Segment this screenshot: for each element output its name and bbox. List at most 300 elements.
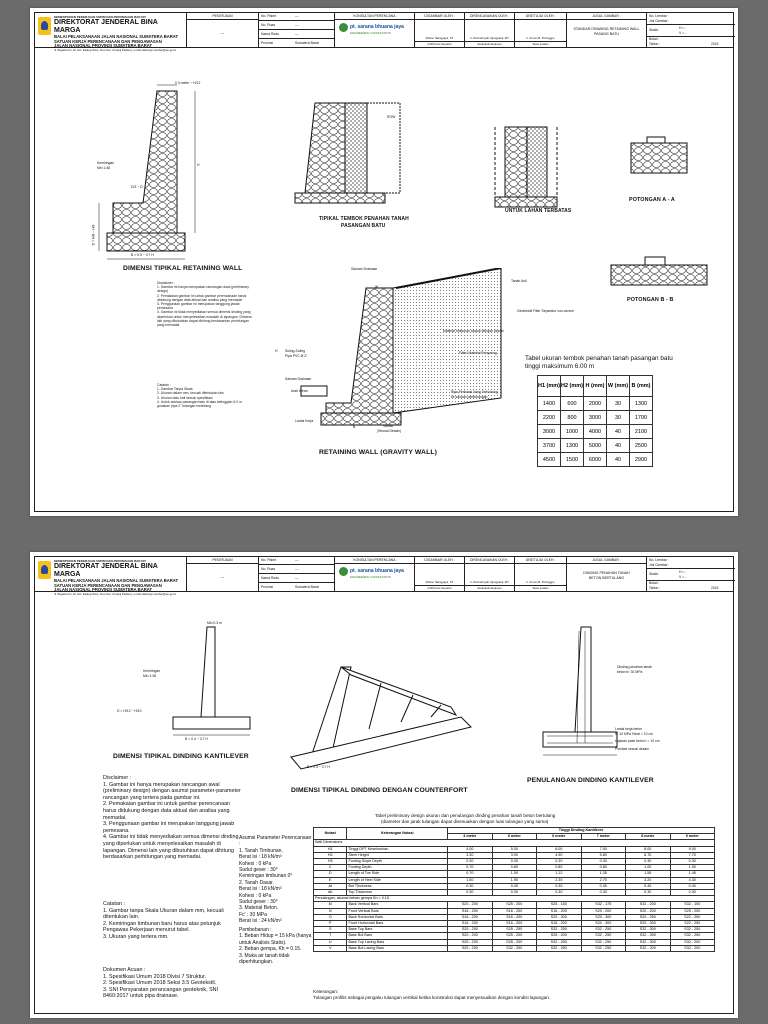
dim-d-label: D = H/8 ~ H/6: [91, 224, 96, 246]
lahan-terbatas-drawing: [455, 117, 575, 212]
direncanakan-role: Geoteknik Engineer: [477, 586, 502, 590]
cell: 5000: [584, 439, 607, 453]
cell: 1500: [561, 453, 584, 467]
cell: 0.70: [448, 871, 492, 877]
table-row: [538, 439, 653, 453]
dim-rows: [314, 846, 715, 896]
cell: Back Horizontal Bars: [347, 914, 448, 920]
cell: H3: [314, 859, 347, 865]
digambar-cell: [415, 13, 465, 47]
cell: Base Bot Lacing Bars: [347, 945, 448, 951]
cell: 0.40: [670, 883, 715, 889]
jml-gambar-label: Jml Gambar :: [649, 19, 670, 23]
cell: S32 - 250: [537, 939, 581, 945]
direncanakan-role: Geoteknik Engineer: [477, 42, 502, 46]
asumsi-line: Sudut geser : 30°: [239, 867, 278, 874]
min-label: Min 0.3 m: [207, 621, 222, 625]
konsultan-cell: [335, 13, 415, 47]
provinsi-value: Sumatera Barat: [295, 41, 319, 45]
konsultan-cell: [335, 557, 415, 591]
asumsi-line: Sudut geser : 30°: [239, 899, 278, 906]
cell: C: [314, 865, 347, 871]
cell: Back Vertical Bars: [347, 902, 448, 908]
cell: N: [314, 908, 347, 914]
cell: S25 - 250: [492, 927, 536, 933]
asumsi-line: Berat isi : 24 kN/m³: [239, 918, 282, 925]
cell: 1300: [630, 397, 653, 411]
table-row: [538, 397, 653, 411]
asumsi-line: Fc' : 30 MPa: [239, 911, 267, 918]
cell: S32 - 250: [670, 933, 715, 939]
cell: S32 - 300: [626, 939, 670, 945]
pembebanan-line: 3. Muka air tanah tidak diperhitungkan.: [239, 952, 290, 966]
dim-slope-value: Min 1:48: [97, 166, 111, 170]
nama-ruas-value: —: [295, 576, 299, 580]
lapisan-label: Lapisan pasir beton t = 10 cm: [615, 739, 660, 743]
cell: 1.12: [537, 871, 581, 877]
cell: 4.90: [537, 852, 581, 858]
disetujui-cell: [515, 557, 567, 591]
table-row: [538, 425, 653, 439]
d-dim-label: D = H/12 ~ H/10: [117, 709, 142, 713]
cell: 40: [607, 439, 630, 453]
counterfort-drawing: [281, 647, 481, 777]
pekerjaan-value: —: [220, 31, 225, 35]
cell: S32 - 250: [581, 939, 625, 945]
skala-h: H = -: [679, 26, 687, 30]
table-row: [314, 921, 715, 927]
cell: S16 - 200: [492, 914, 536, 920]
cell: S16 - 200: [537, 921, 581, 927]
paket-cell: [259, 13, 335, 47]
direncanakan-cell: [465, 557, 515, 591]
judul-line2: PASANG BATU: [593, 32, 620, 36]
cell: 3700: [538, 439, 561, 453]
digambar-role: CAD/Cost Operator: [427, 586, 452, 590]
no-paket-value: —: [295, 14, 299, 18]
cell: 0.30: [626, 859, 670, 865]
cell: S25 - 200: [448, 945, 492, 951]
pekerjaan-label: PEKERJAAN: [212, 558, 233, 562]
cell: 6.70: [626, 852, 670, 858]
cell: S22 - 250: [670, 914, 715, 920]
cell: V: [314, 945, 347, 951]
dokumen-line: 1. Spesifikasi Umum 2018 Divisi 7 Struktur.: [103, 973, 207, 980]
material-label: Material timbunan sesuai dengan desain: [443, 329, 504, 333]
asumsi-line: Berat isi : 18 kN/m³: [239, 854, 282, 861]
disclaimer-block-1: [157, 281, 253, 327]
title-block: [35, 557, 733, 597]
catatan-line: 2. Ukuran dalam mm, kecuali ditentukan lain: [157, 391, 224, 396]
keterangan-block: [313, 989, 550, 1000]
lantai-label-2: fc' 10 MPa Tebal = 10 cm: [615, 732, 653, 736]
table-title-1: Tabel ukuran tembok penahan tanah pasangan batu: [525, 355, 673, 362]
bulan-label: Bulan :: [649, 581, 660, 585]
th-keterangan: Keterangan Notasi: [347, 828, 448, 840]
org-ministry: KEMENTERIAN PEKERJAAN UMUM DAN PERUMAHAN RAKYAT: [54, 15, 147, 19]
cell: S20 - 200: [448, 933, 492, 939]
cell: 3000: [584, 411, 607, 425]
cell: S16 - 200: [537, 908, 581, 914]
disclaimer-line: 4. Gambar ini tidak menyediakan semua dimensi dinding yang diperlukan untuk menyelesaikan masalah di lapangan. Dimensi lain yang dibutuhkan dapat dihitung berdasarkan perhitungan yang memadai: [157, 310, 252, 328]
cell: Top Thickness: [347, 890, 448, 896]
cell: 1700: [630, 411, 653, 425]
cell: S32 - 250: [581, 933, 625, 939]
org-directorate: DIREKTORAT JENDERAL BINA MARGA: [54, 19, 158, 35]
cell: S32 - 200: [670, 945, 715, 951]
cell: 8.00: [626, 846, 670, 852]
potongan-bb-title: POTONGAN B - B: [627, 297, 674, 303]
cell: 0.30: [537, 859, 581, 865]
tanah-asli-label: Tanah Asli: [511, 279, 527, 283]
cell: Front Horizontal Bars: [347, 921, 448, 927]
b-dim-label: B = 0.4 ~ 0.7 H: [185, 737, 208, 741]
konsultan-name: pt. sarana bhuana jaya: [350, 568, 404, 574]
dokumen-title: Dokumen Acuan :: [103, 967, 146, 973]
cell: S20 - 200: [448, 902, 492, 908]
cell: 2.70: [581, 877, 625, 883]
organization-cell: [35, 13, 187, 53]
cell: E: [314, 877, 347, 883]
gravity-wall-title: RETAINING WALL (GRAVITY WALL): [319, 449, 437, 456]
catatan-title: Catatan :: [157, 383, 171, 387]
cell: 2.30: [537, 877, 581, 883]
pembebanan-block: [239, 927, 313, 965]
tipikal-tembok-drawing: [275, 93, 405, 223]
konsultan-label: KONSULTAN PERENCANA: [353, 14, 396, 18]
cell: S16 - 200: [448, 914, 492, 920]
pekerjaan-cell: [187, 13, 259, 47]
direncanakan-label: DIRENCANAKAN OLEH :: [469, 558, 509, 562]
cell: 40: [607, 453, 630, 467]
cell: 0.35: [581, 883, 625, 889]
w-label: W: [375, 285, 379, 289]
disclaimer-line: 3. Penggunaan gambar ini merupakan tanggung jawab pemesana.: [103, 821, 235, 834]
cell: 0.80: [492, 865, 536, 871]
cell: 7.70: [670, 852, 715, 858]
cell: S32 - 200: [626, 945, 670, 951]
cell: 2100: [630, 425, 653, 439]
cell: S20 - 200: [581, 908, 625, 914]
cell: S32 - 250: [537, 927, 581, 933]
th-height: 5 meter: [492, 834, 536, 840]
konsultan-logo: [339, 23, 348, 32]
dinding-label: Dinding penahan tanah: [617, 665, 653, 669]
konsultan-logo: [339, 567, 348, 576]
cell: S20 - 200: [626, 908, 670, 914]
lembar-cell: [647, 557, 735, 591]
cell: 3.30: [448, 852, 492, 858]
cell: 2900: [630, 453, 653, 467]
cell: 7.00: [581, 846, 625, 852]
table-row: [538, 411, 653, 425]
disetujui-name: Ir. Armen B. Puhnggpo: [526, 580, 555, 584]
asumsi-line: Kohesi : 0 kPa: [239, 860, 272, 867]
th-w: W (mm): [607, 376, 630, 397]
digambar-label: DIGAMBAR OLEH :: [424, 558, 455, 562]
judul-cell: [567, 557, 647, 591]
catatan-line: 3. Ukuran yang tertera mm.: [103, 933, 169, 940]
b-label: B: [353, 425, 356, 429]
asumsi-block: [239, 835, 313, 925]
provinsi-label: Provinsi: [261, 585, 274, 589]
disclaimer-line: 2. Pemakaian gambar ini untuk gambar perencanaan harus didukung dengan data aktual dan analisa yang memadai: [157, 293, 247, 302]
cell: 0.30: [581, 890, 625, 896]
asumsi-line: 2. Tanah Dasar.: [239, 879, 274, 886]
kemiringan-value: Min 1:48: [143, 674, 157, 678]
disclaimer-title: Disclaimer :: [157, 281, 175, 285]
konsultan-sub: ENGINEERING CONSULTANTS: [350, 31, 391, 35]
dokumen-line: 3. SNI Persyaratan perancangan geoteknik, SNI 8460:2017 untuk pipa drainase.: [103, 986, 219, 1000]
dim-h-label: H: [197, 163, 200, 167]
asumsi-line: Kemiringan timbunan 0°: [239, 873, 293, 880]
arah-aliran-label: Arah Aliran: [291, 389, 308, 393]
variasi-label: Variasi: [383, 424, 394, 428]
skala-v: V = -: [679, 31, 687, 35]
skala-label: Skala :: [649, 28, 660, 32]
cell: S: [314, 927, 347, 933]
disclaimer-block-2: [103, 775, 243, 861]
th-h1: H1 (mm): [538, 376, 561, 397]
cell: 40: [607, 425, 630, 439]
cell: S16 - 200: [492, 921, 536, 927]
catatan-line: 4. Untuk adukan pasangan batu di atas ketinggian 5.0 m gunakan pipa 2" tulangan melintang: [157, 399, 242, 409]
digambar-cell: [415, 557, 465, 591]
org-balai: BALAI PELAKSANAAN JALAN NASIONAL SUMATERA BARAT: [54, 34, 179, 40]
th-h: H (mm): [584, 376, 607, 397]
catatan-line: 1. Gambar tanpa Skala Ukuran dalam mm, kecuali ditentukan lain.: [103, 907, 224, 921]
cell: 1.00: [492, 871, 536, 877]
catatan-line: 2. Kemiringan timbunan baru harus atas petunjuk Pengawas Pekerjaan menurut tabel.: [103, 920, 221, 934]
digambar-name: Wilson Nainggaya, ST: [425, 580, 454, 584]
pembebanan-line: 1. Beban Hidup = 15 kPa (hanya untuk Analisis Statis).: [239, 933, 312, 946]
org-satker: SATUAN KERJA PERENCANAAN DAN PENGAWASAN: [54, 38, 162, 44]
cell: 5.00: [492, 846, 536, 852]
th-group: Tinggi Dinding Kantilever: [448, 828, 715, 834]
tahun-value: 2024: [711, 42, 719, 46]
cell: 1.90: [492, 877, 536, 883]
cell: 4500: [538, 453, 561, 467]
cell: Tinggi DPT Keseluruhan: [347, 846, 448, 852]
cell: S20 - 300: [537, 914, 581, 920]
table-row: [314, 902, 715, 908]
catatan-block-1: [157, 383, 253, 408]
rebar-rows: [314, 902, 715, 952]
skala-v: V = -: [679, 575, 687, 579]
filter-label: Filter/ Material Penyaring: [459, 351, 497, 355]
cell: S16 - 200: [448, 908, 492, 914]
cell: 30: [607, 411, 630, 425]
no-ruas-value: —: [295, 23, 299, 27]
asumsi-title: Asumsi Parameter Perencanaan :: [239, 835, 312, 848]
cell: 800: [561, 411, 584, 425]
pembebanan-title: Pembebanan :: [239, 927, 272, 933]
judul-cell: [567, 13, 647, 47]
dim-b-label: B = 0.5 ~ 0.7 H: [131, 253, 154, 257]
table-row: [538, 453, 653, 467]
saluran-drainase-top: Saluran Drainase: [351, 267, 378, 271]
row-label: ROW: [387, 115, 396, 119]
tipikal-tembok-sub: PASANGAN BATU: [341, 223, 386, 229]
disclaimer-line: 4. Gambar ini tidak menyediakan semua dimensi dinding yang diperlukan untuk menyelesaikan masalah di lapangan. Dimensi lain yang dibutuhkan dapat dihitung berdasarkan perhitungan yang memadai.: [103, 834, 239, 861]
tahun-value: 2024: [711, 586, 719, 590]
catatan-block-2: [103, 901, 243, 941]
cell: 1.55: [626, 871, 670, 877]
direncanakan-label: DIRENCANAKAN OLEH :: [469, 14, 509, 18]
cell: 4000: [584, 425, 607, 439]
cell: S32 - 250: [537, 945, 581, 951]
cell: 0.30: [492, 859, 536, 865]
pekerjaan-label: PEKERJAAN: [212, 14, 233, 18]
table-row: [314, 908, 715, 914]
konsultan-name: pt. sarana bhuana jaya: [350, 24, 404, 30]
cell: S25 - 200: [492, 933, 536, 939]
saluran-drainase-bottom: Saluran Drainase: [285, 377, 312, 381]
pekerjaan-value: —: [220, 575, 225, 579]
no-paket-value: —: [295, 558, 299, 562]
cell: 6.00: [537, 846, 581, 852]
dimensi-retaining-title: DIMENSI TIPIKAL RETAINING WALL: [123, 265, 243, 272]
cell: Footing Depth: [347, 865, 448, 871]
cell: 30: [607, 397, 630, 411]
keterangan-title: Keterangan:: [313, 989, 339, 994]
cell: 1000: [561, 425, 584, 439]
disclaimer-line: 1. Gambar ini hanya merupakan rancangan awal (preliminary design): [157, 285, 249, 294]
cell: H2: [314, 852, 347, 858]
cell: 1.35: [581, 871, 625, 877]
cell: S32 - 250: [626, 933, 670, 939]
nama-ruas-label: Nama Ruas: [261, 32, 279, 36]
digambar-role: CAD/Cost Operator: [427, 42, 452, 46]
cell: S16 - 200: [492, 908, 536, 914]
drawing-sheet-retaining-wall: [30, 8, 738, 516]
cell: 3.90: [492, 852, 536, 858]
disetujui-cell: [515, 13, 567, 47]
cell: S20 - 300: [626, 921, 670, 927]
cell: D: [314, 871, 347, 877]
cell: U: [314, 939, 347, 945]
dokumen-block: [103, 967, 243, 1000]
cell: Front Vertical Bars: [347, 908, 448, 914]
tipikal-tembok-title: TIPIKAL TEMBOK PENAHAN TANAH: [319, 216, 409, 222]
cell: S25 - 200: [670, 908, 715, 914]
cell: 3000: [538, 425, 561, 439]
pupr-logo: [38, 561, 51, 579]
cell: Length of Heel Side: [347, 877, 448, 883]
potongan-aa-drawing: [625, 133, 695, 193]
th-height: 8 meter: [626, 834, 670, 840]
preliminary-design-table: [313, 827, 715, 952]
cell: S32 - 250: [670, 927, 715, 933]
tahun-label: Tahun :: [649, 586, 661, 590]
dinding-label-2: beton fc' 30 MPa: [617, 670, 643, 674]
catatan-line: 3. Ukuran batu kali sesuai spesifikasi: [157, 395, 213, 400]
cell: 0.30: [448, 883, 492, 889]
table-row: [314, 914, 715, 920]
cell: 1.00: [626, 865, 670, 871]
cell: S32 - 100: [670, 902, 715, 908]
section-rebar: Penulangan, asumsi beban gempa Kh = 0.15: [314, 896, 715, 902]
th-height: 4 meter: [448, 834, 492, 840]
cell: Bot Thickness: [347, 883, 448, 889]
cell: S25 - 200: [448, 939, 492, 945]
cell: 1.00: [670, 865, 715, 871]
nama-ruas-label: Nama Ruas: [261, 576, 279, 580]
cell: S32 - 200: [670, 939, 715, 945]
cell: 1300: [561, 439, 584, 453]
th-notasi: Notasi: [314, 828, 347, 840]
h-label: H: [275, 349, 278, 353]
org-address: Jl. Bypass Km 10, Kel. Kalang Simp. Duo Kec. Kuranji Padang, e-mail satkerpjn.sumbar@pu.go.id: [54, 48, 176, 53]
lantai-label: Lantai kerja beton: [615, 727, 642, 731]
lantai-kerja-label: Lantai Kerja: [295, 419, 314, 423]
no-ruas-label: No. Ruas: [261, 23, 276, 27]
kantilever-drawing: [155, 617, 255, 737]
disetujui-label: DISETUJUI OLEH :: [525, 14, 556, 18]
pekerjaan-cell: [187, 557, 259, 591]
cell: 1.50: [448, 877, 492, 883]
judul-line2: BETON BERTULANG: [588, 576, 625, 580]
penulangan-title: PENULANGAN DINDING KANTILEVER: [527, 777, 654, 784]
asumsi-line: Berat isi : 18 kN/m³: [239, 886, 282, 893]
catatan-title: Catatan :: [103, 901, 125, 907]
cell: 0.80: [537, 865, 581, 871]
cell: S25 - 200: [492, 939, 536, 945]
org-ministry: KEMENTERIAN PEKERJAAN UMUM DAN PERUMAHAN RAKYAT: [54, 559, 147, 563]
pembebanan-line: 2. Beban gempa, Kh = 0.15.: [239, 946, 302, 953]
no-paket-label: No. Paket: [261, 14, 276, 18]
table-row: [314, 945, 715, 951]
dim-d2-label: D/2 ~ D: [131, 185, 143, 189]
org-balai: BALAI PELAKSANAAN JALAN NASIONAL SUMATERA BARAT: [54, 578, 179, 584]
cell: S25 - 150: [537, 902, 581, 908]
cell: S32 - 250: [581, 945, 625, 951]
catatan-line: 1. Gambar Tanpa Skala: [157, 387, 193, 392]
disclaimer-line: 3. Penggunaan gambar ini merupakan tanggung jawab pemesana: [157, 302, 240, 311]
pipa-label: Pipa Perforasi Yang Terhubung: [451, 390, 498, 394]
org-address: Jl. Bypass Km 10, Kel. Kalang Simp. Duo Kec. Kuranji Padang, e-mail satkerpjn.sumbar@pu.go.id: [54, 592, 176, 597]
no-paket-label: No. Paket: [261, 558, 276, 562]
judul-label: JUDUL GAMBAR :: [592, 14, 621, 18]
cell: 4.30: [670, 877, 715, 883]
cell: Length of Toe Side: [347, 871, 448, 877]
disclaimer-title: Disclaimer :: [103, 775, 132, 781]
cell: 0.30: [581, 859, 625, 865]
provinsi-value: Sumatera Barat: [295, 585, 319, 589]
bulan-label: Bulan :: [649, 37, 660, 41]
judul-label: JUDUL GAMBAR :: [592, 558, 621, 562]
retaining-size-table: [537, 375, 653, 467]
skala-h: H = -: [679, 570, 687, 574]
counterfort-title: DIMENSI TIPIKAL DINDING DENGAN COUNTERFORT: [291, 787, 468, 794]
lahan-terbatas-title: UNTUK LAHAN TERBATAS: [505, 208, 572, 214]
cell: P: [314, 921, 347, 927]
pipa-label-2: ke saluran pembuangan: [451, 395, 488, 399]
keterangan-text: Tulangan profilis sebagai pengaku tulangan vertikal ketika konstruksi dapat menyesuaikan dengan kondisi lapangan.: [313, 994, 551, 1000]
cell: S20 - 250: [626, 914, 670, 920]
title-block: [35, 13, 733, 53]
table-row: [314, 939, 715, 945]
geotextile-label: Geotekstil Filter Separator non-woven: [517, 309, 574, 313]
no-ruas-label: No. Ruas: [261, 567, 276, 571]
cell: 0.30: [492, 883, 536, 889]
org-jalan: JALAN NASIONAL PROVINSI SUMATERA BARAT: [54, 42, 153, 48]
direncanakan-cell: [465, 13, 515, 47]
cell: 2000: [584, 397, 607, 411]
cell: S22 - 250: [670, 921, 715, 927]
cell: 0.30: [670, 890, 715, 896]
potongan-bb-drawing: [605, 253, 715, 298]
